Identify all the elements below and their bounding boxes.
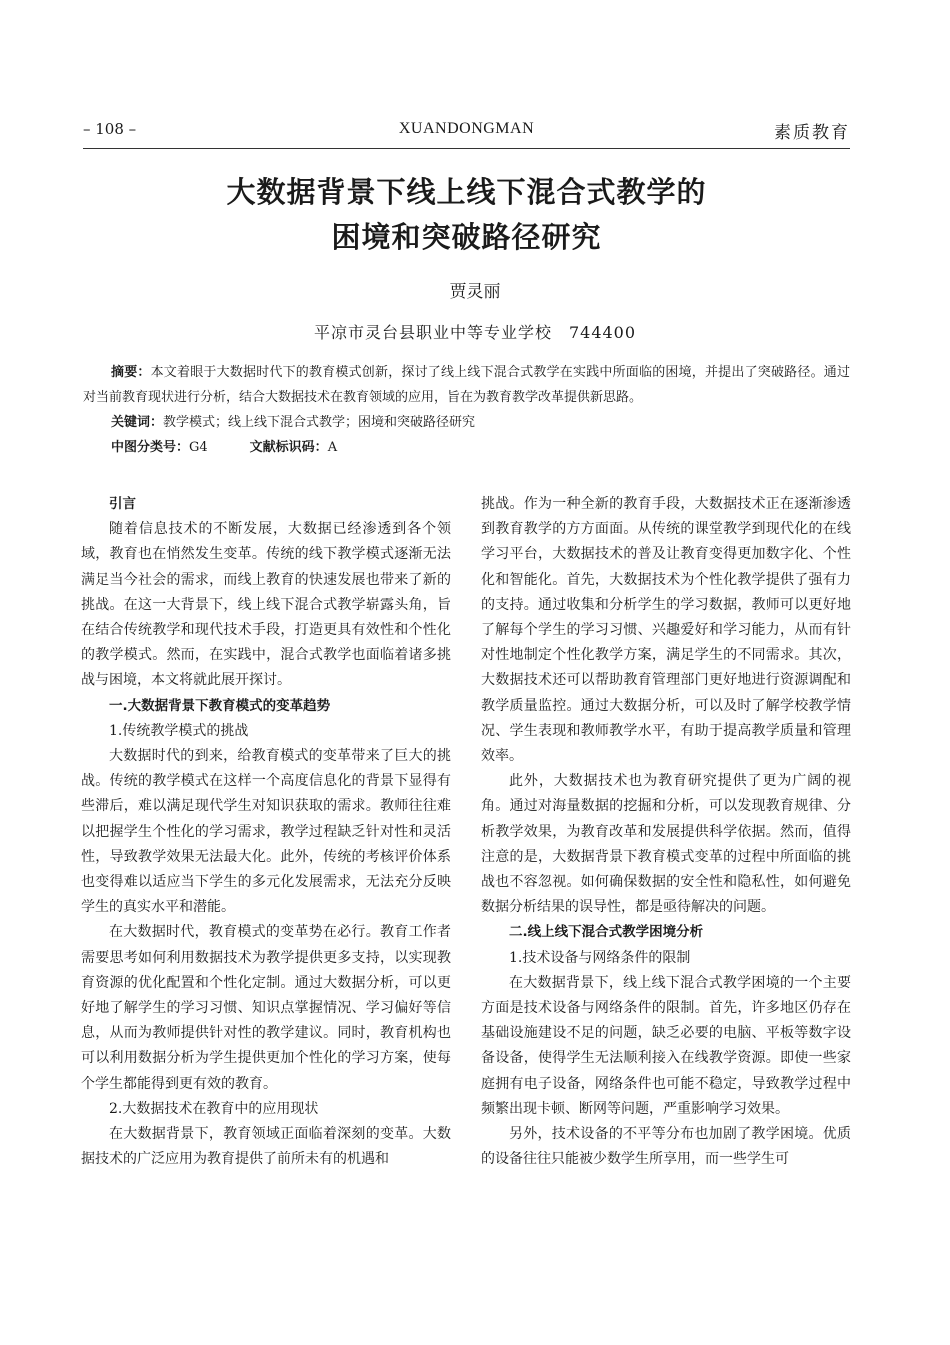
classification xyxy=(83,435,850,460)
paragraph: 随着信息技术的不断发展，大数据已经渗透到各个领域，教育也在悄然发生变革。传统的线下教学模式逐渐无法满足当今社会的需求，而线上教育的快速发展也带来了新的挑战。在这一大背景下，线上线下混合式教学崭露头角，旨在结合传统教学和现代技术手段，打造更具有效性和个性化的教学模式。然而，在实践中，混合式教学也面临着诸多挑战与困境，本文将就此展开探讨。 xyxy=(81,521,451,689)
keywords xyxy=(83,410,850,435)
magazine-name: XUANDONGMAN xyxy=(398,120,535,137)
paragraph: 在大数据时代，教育模式的变革势在必行。教育工作者需要思考如何利用数据技术为教学提供更多支持，以实现教育资源的优化配置和个性化定制。通过大数据分析，可以更好地了解学生的学习习惯、知识点掌握情况、学习偏好等信息，从而为教师提供针对性的教学建议。同时，教育机构也可以利用数据分析为学生提供更加个性化的学习方案，使每个学生都能得到更有效的教育。 xyxy=(81,924,451,1092)
doc-code-label: 文献标识码： xyxy=(249,440,328,455)
page-header xyxy=(83,118,850,149)
article-title-line-2: 困境和突破路径研究 xyxy=(331,220,602,254)
affiliation: 平凉市灵台县职业中等专业学校 744400 xyxy=(313,323,637,342)
abstract-block xyxy=(83,360,850,460)
paragraph: 挑战。作为一种全新的教育手段，大数据技术正在逐渐渗透到教育教学的方方面面。从传统的课堂教学到现代化的在线学习平台，大数据技术的普及让教育变得更加数字化、个性化和智能化。首先，大数据技术为个性化教学提供了强有力的支持。通过收集和分析学生的学习数据，教师可以更好地了解每个学生的学习习惯、兴趣爱好和学习能力，从而有针对性地制定个性化教学方案，满足学生的不同需求。其次，大数据技术还可以帮助教育管理部门更好地进行资源调配和教学质量监控。通过大数据分析，可以及时了解学校教学情况、学生表现和教师教学水平，有助于提高教学质量和管理效率。 xyxy=(481,496,851,765)
keywords-text: 教学模式；线上线下混合式教学；困境和突破路径研究 xyxy=(163,415,476,430)
abstract xyxy=(83,360,850,410)
author: 贾灵丽 xyxy=(449,282,501,302)
paragraph: 在大数据背景下，教育领域正面临着深刻的变革。大数据技术的广泛应用为教育提供了前所未有的机遇和 xyxy=(81,1126,451,1168)
subsection-1-1-heading: 1.传统教学模式的挑战 xyxy=(109,722,249,739)
section-1-heading: 一.大数据背景下教育模式的变革趋势 xyxy=(109,697,331,714)
abstract-label: 摘要： xyxy=(111,365,151,380)
page-number: – 108 – xyxy=(83,120,137,138)
doc-code-value: A xyxy=(327,440,338,455)
column-name: 素质教育 xyxy=(774,123,850,143)
abstract-text: 本文着眼于大数据时代下的教育模式创新，探讨了线上线下混合式教学在实践中所面临的困境，并提出了突破路径。通过对当前教育现状进行分析，结合大数据技术在教育领域的应用，旨在为教育教学改革提供新思路。 xyxy=(83,365,850,405)
right-column xyxy=(481,492,851,1172)
paragraph: 在大数据背景下，线上线下混合式教学困境的一个主要方面是技术设备与网络条件的限制。首先，许多地区仍存在基础设施建设不足的问题，缺乏必要的电脑、平板等数字设备设备，使得学生无法顺利接入在线教学资源。即使一些家庭拥有电子设备，网络条件也可能不稳定，导致教学过程中频繁出现卡顿、断网等问题，严重影响学习效果。 xyxy=(481,974,851,1117)
paragraph: 此外，大数据技术也为教育研究提供了更为广阔的视角。通过对海量数据的挖掘和分析，可以发现教育规律、分析教学效果，为教育改革和发展提供科学依据。然而，值得注意的是，大数据背景下教育模式变革的过程中所面临的挑战也不容忽视。如何确保数据的安全性和隐私性，如何避免数据分析结果的误导性，都是亟待解决的问题。 xyxy=(481,773,851,916)
clc-value: G4 xyxy=(189,440,208,455)
paragraph: 大数据时代的到来，给教育模式的变革带来了巨大的挑战。传统的教学模式在这样一个高度信息化的背景下显得有些滞后，难以满足现代学生对知识获取的需求。教师往往难以把握学生个性化的学习需求，教学过程缺乏针对性和灵活性，导致教学效果无法最大化。此外，传统的考核评价体系也变得难以适应当下学生的多元化发展需求，无法充分反映学生的真实水平和潜能。 xyxy=(81,748,451,916)
subsection-2-1-heading: 1.技术设备与网络条件的限制 xyxy=(509,949,691,966)
paragraph: 另外，技术设备的不平等分布也加剧了教学困境。优质的设备往往只能被少数学生所享用，而一些学生可 xyxy=(481,1126,851,1168)
keywords-label: 关键词： xyxy=(111,415,164,430)
intro-heading: 引言 xyxy=(109,496,136,512)
subsection-1-2-heading: 2.大数据技术在教育中的应用现状 xyxy=(109,1100,319,1117)
clc-label: 中图分类号： xyxy=(111,440,190,455)
article-title-line-1: 大数据背景下线上线下混合式教学的 xyxy=(226,175,707,209)
left-column xyxy=(81,492,451,1172)
section-2-heading: 二.线上线下混合式教学困境分析 xyxy=(509,924,704,941)
